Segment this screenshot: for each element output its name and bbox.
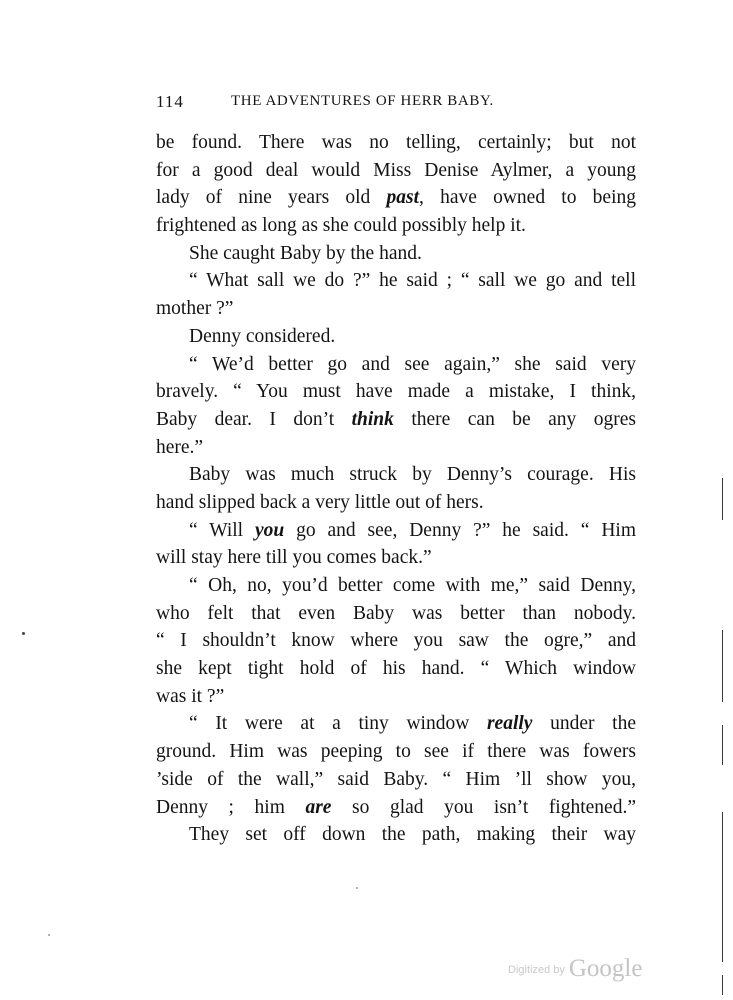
text-line: Denny ; him are so glad you isn’t fightened.” — [156, 796, 636, 818]
text-line: she kept tight hold of his hand. “ Which window — [156, 658, 636, 680]
scan-speck — [22, 632, 25, 635]
text-line: “ I shouldn’t know where you saw the ogre,” and — [156, 630, 636, 652]
text-line: “ What sall we do ?” he said ; “ sall we go and tell — [189, 270, 636, 292]
body-text — [156, 129, 636, 849]
scan-edge-mark — [722, 812, 723, 962]
text-line: for a good deal would Miss Denise Aylmer, a young — [156, 159, 636, 181]
scan-speck — [48, 934, 50, 936]
scan-edge-mark — [722, 725, 723, 765]
running-title: THE ADVENTURES OF HERR BABY. — [231, 93, 494, 109]
text-line: ’side of the wall,” said Baby. “ Him ’ll show you, — [156, 768, 636, 790]
text-line: “ We’d better go and see again,” she said very — [189, 353, 636, 375]
text-line: here.” — [156, 436, 204, 458]
text-line: was it ?” — [156, 685, 225, 707]
text-line: who felt that even Baby was better than nobody. — [156, 602, 636, 624]
text-line: hand slipped back a very little out of hers. — [156, 491, 484, 513]
scan-speck — [356, 887, 358, 889]
scan-edge-mark — [722, 975, 723, 995]
scan-edge-mark — [722, 478, 723, 520]
digitized-watermark — [508, 955, 642, 983]
text-line: lady of nine years old past, have owned to being — [156, 187, 636, 209]
emphasis-past: past — [386, 187, 419, 209]
emphasis-are: are — [305, 796, 332, 818]
page-header — [156, 92, 636, 116]
text-line: will stay here till you comes back.” — [156, 547, 432, 569]
emphasis-you: you — [254, 519, 285, 541]
text-line: “ Oh, no, you’d better come with me,” said Denny, — [189, 575, 636, 596]
google-wordmark: Google — [568, 955, 643, 982]
page-number: 114 — [156, 92, 184, 111]
text-line: mother ?” — [156, 298, 234, 320]
text-line: frightened as long as she could possibly help it. — [156, 215, 526, 237]
scan-edge-mark — [722, 630, 723, 702]
text-line: Baby was much struck by Denny’s courage. His — [189, 464, 636, 486]
text-line: “ It were at a tiny window really under the — [189, 713, 636, 735]
emphasis-really: really — [486, 713, 533, 735]
text-line: bravely. “ You must have made a mistake, I think, — [156, 381, 636, 403]
emphasis-think: think — [351, 408, 394, 430]
text-line: ground. Him was peeping to see if there was fowers — [156, 741, 636, 763]
text-line: “ Will you go and see, Denny ?” he said. “ Him — [189, 519, 636, 541]
text-line: Denny considered. — [189, 325, 336, 347]
text-line: They set off down the path, making their way — [189, 824, 636, 846]
text-line: Baby dear. I don’t think there can be any ogres — [156, 408, 636, 430]
digitized-label: Digitized by — [508, 964, 565, 976]
text-line: She caught Baby by the hand. — [189, 242, 422, 264]
text-line: be found. There was no telling, certainly; but not — [156, 132, 636, 153]
